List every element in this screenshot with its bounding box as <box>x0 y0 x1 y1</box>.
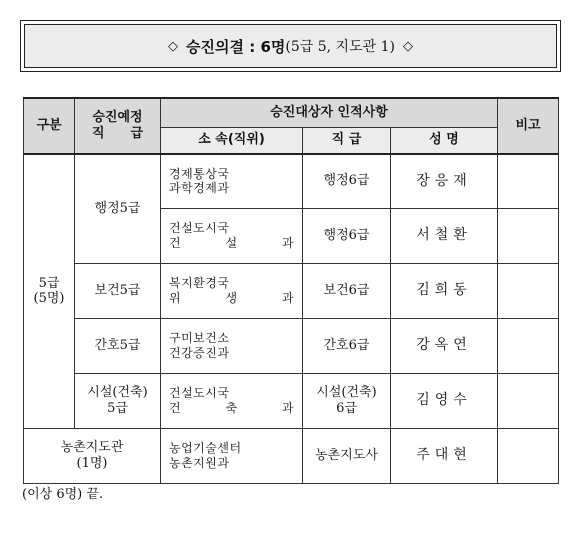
affiliation-cell: 복지환경국 위 생 과 <box>161 263 303 318</box>
diamond-icon: ◇ <box>168 38 179 54</box>
header-planned-grade: 승진예정 직 급 <box>75 98 161 154</box>
table-row <box>24 428 559 483</box>
remark-cell <box>498 318 559 373</box>
remark-cell <box>498 373 559 428</box>
header-candidate-info: 승진대상자 인적사항 <box>161 98 498 127</box>
remark-cell <box>498 428 559 483</box>
header-name: 성 명 <box>391 127 498 154</box>
diamond-icon: ◇ <box>402 38 413 54</box>
grade-cell: 농촌지도사 <box>303 428 391 483</box>
remark-cell <box>498 263 559 318</box>
planned-grade-cell: 보건5급 <box>75 263 161 318</box>
header-category: 구분 <box>24 98 75 154</box>
grade-cell: 보건6급 <box>303 263 391 318</box>
affiliation-cell: 건설도시국 건 설 과 <box>161 208 303 263</box>
name-cell: 김희동 <box>391 263 498 318</box>
name-cell: 김영수 <box>391 373 498 428</box>
name-cell: 장응재 <box>391 154 498 208</box>
table-row <box>24 263 559 318</box>
grade-cell: 행정6급 <box>303 208 391 263</box>
grade-cell: 행정6급 <box>303 154 391 208</box>
header-remarks: 비고 <box>498 98 559 154</box>
footer-note: (이상 6명) 끝. <box>22 487 104 502</box>
planned-grade-cell: 행정5급 <box>75 154 161 263</box>
affiliation-cell: 경제통상국 과학경제과 <box>161 154 303 208</box>
remark-cell <box>498 208 559 263</box>
affiliation-cell: 구미보건소 건강증진과 <box>161 318 303 373</box>
planned-grade-cell: 시설(건축) 5급 <box>75 373 161 428</box>
grade-cell: 시설(건축) 6급 <box>303 373 391 428</box>
category-cell: 농촌지도관 (1명) <box>24 428 161 483</box>
name-cell: 서철환 <box>391 208 498 263</box>
table-row <box>24 154 559 208</box>
table-row <box>24 318 559 373</box>
table-row <box>24 373 559 428</box>
title-banner <box>24 24 557 68</box>
name-cell: 강옥연 <box>391 318 498 373</box>
name-cell: 주대현 <box>391 428 498 483</box>
grade-cell: 간호6급 <box>303 318 391 373</box>
header-affiliation: 소 속(직위) <box>161 127 303 154</box>
remark-cell <box>498 154 559 208</box>
title-label: 승진의결 : 6명 <box>186 37 286 56</box>
affiliation-cell: 농업기술센터 농촌지원과 <box>161 428 303 483</box>
title-detail: (5급 5, 지도관 1) <box>285 39 395 55</box>
header-grade: 직 급 <box>303 127 391 154</box>
planned-grade-cell: 간호5급 <box>75 318 161 373</box>
promotion-table <box>23 97 559 484</box>
group-5-cell: 5급 (5명) <box>24 154 75 428</box>
affiliation-cell: 건설도시국 건 축 과 <box>161 373 303 428</box>
